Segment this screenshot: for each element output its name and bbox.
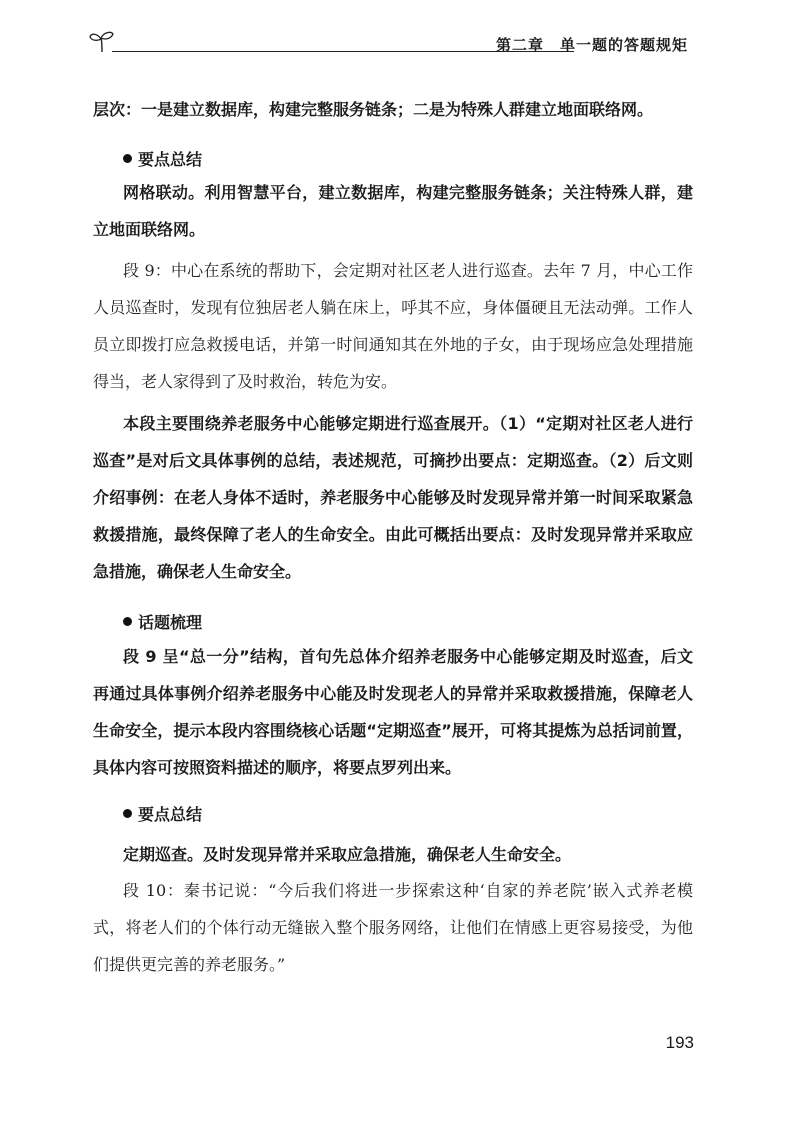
paragraph-summary-2: 定期巡查。及时发现异常并采取应急措施，确保老人生命安全。 (123, 845, 572, 864)
bullet-dot-icon (123, 154, 132, 163)
paragraph-summary-1: 网格联动。利用智慧平台，建立数据库，构建完整服务链条；关注特殊人群，建立地面联络网。 (93, 183, 693, 239)
paragraph-topic-review: 段 9 呈“总一分”结构，首句先总体介绍养老服务中心能够定期及时巡查，后文再通过具体事例介绍养老服务中心能及时发现老人的异常并采取救援措施，保障老人生命安全，提示本段内容围绕核心话题“定期巡查”展开，可将其提炼为总括词前置，具体内容可按照资料描述的顺序，将要点罗列出来。 (93, 647, 693, 777)
paragraph-section-9: 段 9：中心在系统的帮助下，会定期对社区老人进行巡查。去年 7 月，中心工作人员巡查时，发现有位独居老人躺在床上，呼其不应，身体僵硬且无法动弹。工作人员立即拨打应急救援电话，并第一时间通知其在外地的子女，由于现场应急处理措施得当，老人家得到了及时救治，转危为安。 (93, 261, 693, 391)
paragraph-section-10: 段 10：秦书记说：“今后我们将进一步探索这种‘自家的养老院’嵌入式养老模式，将老人们的个体行动无缝嵌入整个服务网络，让他们在情感上更容易接受，为他们提供更完善的养老服务。” (93, 881, 693, 974)
bullet-label: 话题梳理 (138, 613, 203, 632)
paragraph-levels: 层次：一是建立数据库，构建完整服务链条；二是为特殊人群建立地面联络网。 (93, 100, 654, 119)
bullet-key-points-2 (123, 802, 202, 825)
bullet-dot-icon (123, 617, 132, 626)
bullet-key-points-1 (123, 147, 202, 170)
bullet-dot-icon (123, 809, 132, 818)
running-header (88, 20, 700, 60)
page-number: 193 (665, 1033, 694, 1052)
bullet-label: 要点总结 (138, 150, 203, 169)
paragraph-analysis-9: 本段主要围绕养老服务中心能够定期进行巡查展开。（1）“定期对社区老人进行巡查”是对后文具体事例的总结，表述规范，可摘抄出要点：定期巡查。（2）后文则介绍事例：在老人身体不适时，养老服务中心能够及时发现异常并第一时间采取紧急救援措施，最终保障了老人的生命安全。由此可概括出要点：及时发现异常并采取应急措施，确保老人生命安全。 (93, 414, 693, 581)
chapter-title: 第二章 单一题的答题规矩 (496, 36, 689, 54)
bullet-topic-review (123, 610, 202, 633)
bullet-label: 要点总结 (138, 805, 203, 824)
